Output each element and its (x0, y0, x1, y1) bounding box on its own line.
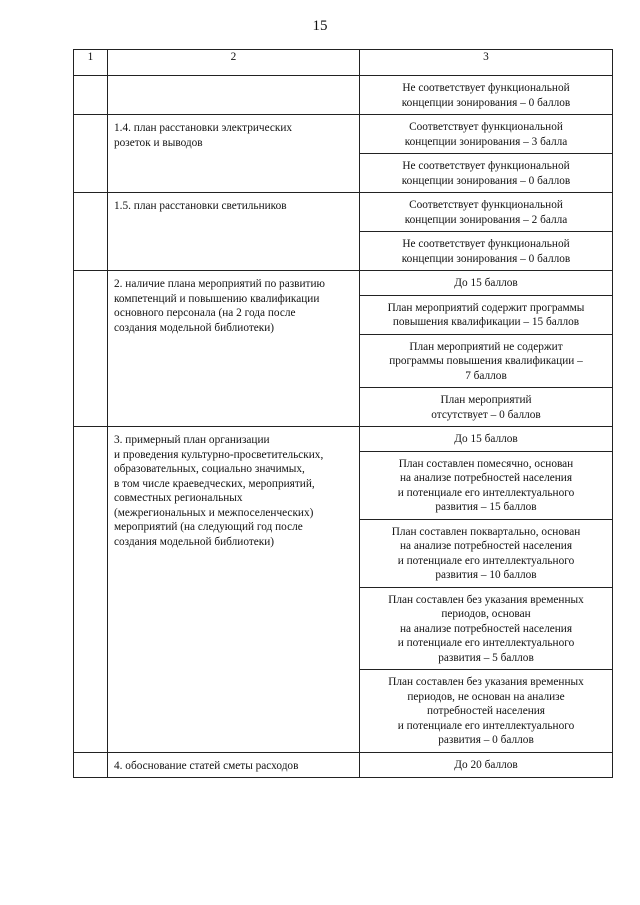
criterion-cell (108, 193, 360, 271)
column-header-1: 1 (74, 50, 108, 76)
score-line: План мероприятий не содержит (409, 340, 563, 353)
criteria-table (73, 49, 613, 778)
table-row (74, 115, 613, 154)
score-line: развития – 0 баллов (438, 734, 534, 746)
table-row (74, 76, 613, 115)
score-line: повышения квалификации – 15 баллов (392, 316, 580, 328)
score-line: До 20 баллов (454, 758, 518, 771)
score-line: и потенциале его интеллектуального (397, 486, 575, 499)
score-line: и потенциале его интеллектуального (397, 554, 575, 567)
number-cell (74, 76, 108, 115)
score-cell (360, 519, 613, 587)
score-line: Не соответствует функциональной (402, 82, 570, 94)
criterion-line: (межрегиональных и межпоселенческих) (114, 506, 314, 519)
score-line: До 15 баллов (454, 277, 518, 289)
score-line: развития – 5 баллов (438, 651, 534, 664)
score-line: План составлен без указания временных (388, 593, 584, 606)
score-line: План мероприятий содержит программы (387, 301, 585, 314)
score-cell (360, 115, 613, 154)
criterion-line: 4. обоснование статей сметы расходов (114, 759, 299, 772)
score-cell (360, 752, 613, 778)
score-line: Не соответствует функциональной (402, 238, 570, 250)
score-line: План составлен поквартально, основан (391, 525, 581, 538)
score-line: на анализе потребностей населения (399, 622, 573, 635)
score-line: Соответствует функциональной (409, 199, 563, 211)
score-line: До 15 баллов (454, 433, 518, 445)
criterion-line: совместных региональных (114, 492, 243, 504)
score-line: периодов, не основан на анализе (407, 690, 565, 703)
criterion-line: и проведения культурно-просветительских, (114, 448, 324, 461)
score-cell (360, 334, 613, 388)
score-cell (360, 193, 613, 232)
criterion-cell (108, 752, 360, 778)
criterion-line: розеток и выводов (114, 136, 203, 149)
score-line: План мероприятий (440, 394, 532, 406)
criterion-cell (108, 76, 360, 115)
score-line: и потенциале его интеллектуального (397, 637, 575, 649)
number-cell (74, 427, 108, 753)
criteria-table-body (74, 50, 613, 778)
score-line: концепции зонирования – 0 баллов (401, 174, 571, 187)
score-cell (360, 587, 613, 670)
criterion-line: создания модельной библиотеки) (114, 321, 275, 334)
score-cell (360, 154, 613, 193)
column-header-3: 3 (360, 50, 613, 76)
score-line: на анализе потребностей населения (399, 540, 573, 552)
score-line: периодов, основан (441, 608, 531, 620)
score-cell (360, 670, 613, 753)
score-cell (360, 76, 613, 115)
criterion-line: 1.4. план расстановки электрических (114, 122, 293, 134)
table-row (74, 427, 613, 452)
criterion-cell (108, 427, 360, 753)
score-line: концепции зонирования – 3 балла (404, 135, 568, 148)
score-line: План составлен без указания временных (388, 676, 584, 688)
score-line: и потенциале его интеллектуального (397, 719, 575, 732)
criterion-line: создания модельной библиотеки) (114, 535, 275, 548)
score-cell (360, 388, 613, 427)
score-line: 7 баллов (465, 369, 507, 382)
table-row (74, 271, 613, 296)
score-line: отсутствует – 0 баллов (431, 408, 541, 421)
number-cell (74, 271, 108, 427)
criterion-line: 3. примерный план организации (114, 434, 270, 446)
score-line: потребностей населения (426, 705, 545, 717)
score-line: развития – 15 баллов (435, 501, 537, 513)
column-header-2: 2 (108, 50, 360, 76)
score-line: Не соответствует функциональной (402, 160, 570, 172)
score-cell (360, 427, 613, 452)
score-line: программы повышения квалификации – (389, 355, 583, 367)
score-line: на анализе потребностей населения (399, 472, 573, 484)
criterion-line: 2. наличие плана мероприятий по развитию (114, 278, 325, 290)
number-cell (74, 752, 108, 778)
score-line: концепции зонирования – 2 балла (404, 213, 568, 226)
score-line: концепции зонирования – 0 баллов (401, 252, 571, 265)
score-line: План составлен помесячно, основан (398, 457, 574, 470)
criterion-line: мероприятий (на следующий год после (114, 521, 303, 533)
criterion-line: основного персонала (на 2 года после (114, 307, 296, 319)
score-cell (360, 295, 613, 334)
criterion-cell (108, 115, 360, 193)
number-cell (74, 115, 108, 193)
score-line: концепции зонирования – 0 баллов (401, 96, 571, 109)
number-cell (74, 193, 108, 271)
criterion-line: в том числе краеведческих, мероприятий, (114, 477, 315, 490)
table-row (74, 193, 613, 232)
criterion-line: образовательных, социально значимых, (114, 463, 305, 475)
score-cell (360, 451, 613, 519)
table-header-row (74, 50, 613, 76)
score-line: Соответствует функциональной (409, 121, 563, 133)
criterion-line: компетенций и повышению квалификации (114, 292, 320, 305)
table-row (74, 752, 613, 778)
criterion-cell (108, 271, 360, 427)
score-cell (360, 271, 613, 296)
page-number: 15 (312, 18, 328, 34)
score-cell (360, 232, 613, 271)
score-line: развития – 10 баллов (435, 569, 537, 581)
criterion-line: 1.5. план расстановки светильников (114, 200, 287, 212)
